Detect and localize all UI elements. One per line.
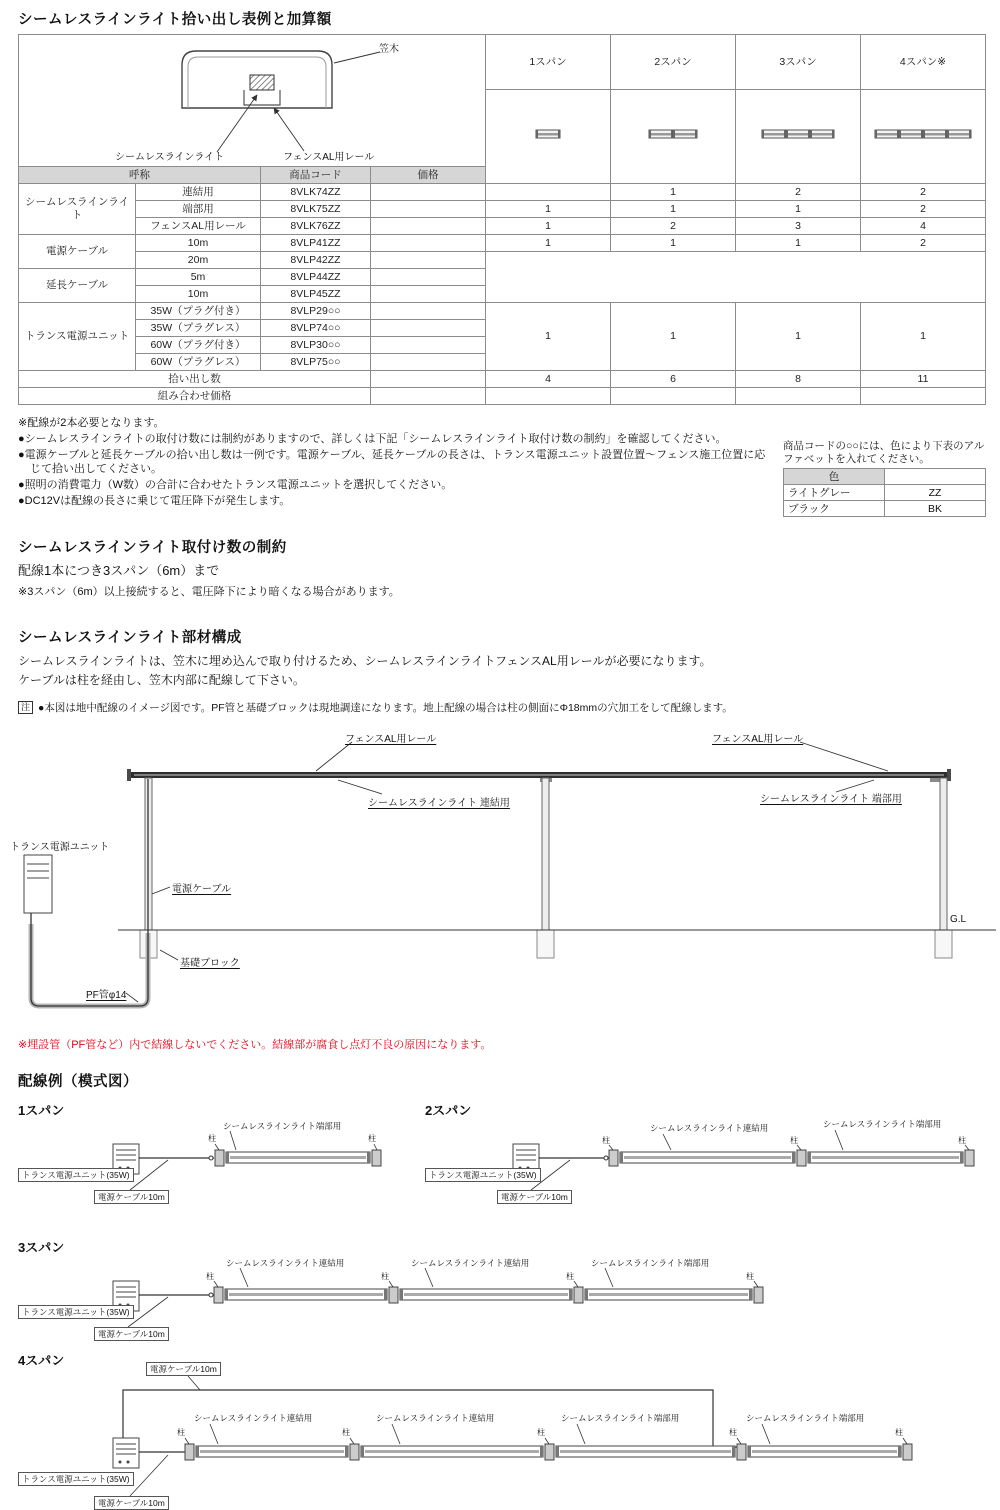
pf-pipe-label: PF管φ14: [86, 990, 127, 1001]
qty: 2: [611, 218, 736, 235]
item-price: [371, 388, 486, 405]
table-row: [19, 303, 986, 320]
qty: 1: [611, 184, 736, 201]
note-line: ●DC12Vは配線の長さに乗じて電圧降下が発生します。: [18, 495, 291, 507]
power-cable-label: 電源ケーブル10m: [94, 1496, 169, 1510]
composition-note: [18, 700, 733, 715]
item-price: [371, 286, 486, 303]
joint-light-label: シームレスラインライト連結用: [376, 1413, 495, 1423]
end-light-label: シームレスラインライト端部用: [561, 1413, 680, 1423]
post-label: 柱: [342, 1428, 350, 1437]
color-row: [784, 485, 986, 501]
qty: 4: [861, 218, 986, 235]
coping-cross-section-drawing: [22, 35, 483, 164]
item-name: 20m: [136, 252, 261, 269]
item-price: [371, 303, 486, 320]
qty: 1: [861, 303, 986, 371]
qty: 3: [736, 218, 861, 235]
color-code: ZZ: [885, 485, 986, 501]
item-code: 8VLP74○○: [261, 320, 371, 337]
table-row: [19, 184, 986, 201]
color-name: ブラック: [784, 501, 885, 517]
qty: 1: [736, 201, 861, 218]
table-row: [19, 218, 986, 235]
post-label: 柱: [177, 1428, 185, 1437]
note-mark: 注: [18, 701, 33, 714]
example-3span-title: 3スパン: [18, 1240, 65, 1255]
qty: 1: [486, 303, 611, 371]
item-price: [371, 354, 486, 371]
item-name: 10m: [136, 235, 261, 252]
item-code: 8VLP30○○: [261, 337, 371, 354]
item-price: [371, 269, 486, 286]
pickup-count-row: [19, 371, 986, 388]
post-label: 柱: [729, 1428, 737, 1437]
qty: 1: [611, 235, 736, 252]
example-3span: [18, 1235, 808, 1350]
span4-icon-cell: [861, 90, 986, 184]
qty: 2: [861, 184, 986, 201]
examples-heading: 配線例（模式図）: [18, 1074, 138, 1090]
item-name: 60W（プラグレス）: [136, 354, 261, 371]
end-light-label: シームレスラインライト端部用: [746, 1413, 865, 1423]
combo-price: [486, 388, 611, 405]
burial-warning: ※埋設管（PF管など）内で結線しないでください。結線部が腐食し点灯不良の原因になります。: [18, 1039, 492, 1051]
qty: 1: [486, 235, 611, 252]
combo-price: [736, 388, 861, 405]
item-name: 10m: [136, 286, 261, 303]
combo-price: [861, 388, 986, 405]
pickup-count-label: 拾い出し数: [19, 371, 371, 388]
qty: 1: [736, 235, 861, 252]
qty-blank-area: [486, 252, 986, 303]
post-label: 柱: [566, 1272, 574, 1281]
table-notes: [18, 416, 778, 510]
pickup-qty: 4: [486, 371, 611, 388]
rail-label-right: フェンスAL用レール: [712, 734, 804, 745]
transformer-label: トランス電源ユニット(35W): [18, 1472, 134, 1486]
span4-lightbar-icon: [863, 90, 984, 179]
example-2span-title: 2スパン: [425, 1103, 472, 1118]
group-power-cable: 電源ケーブル: [19, 235, 136, 269]
joint-light-label: シームレスラインライト連結用: [226, 1258, 345, 1268]
group-transformer: トランス電源ユニット: [19, 303, 136, 371]
col-header-span2: 2スパン: [611, 35, 736, 90]
note-line: ●シームレスラインライトの取付け数には制約がありますので、詳しくは下記「シームレスラインライト取付け数の制約」を確認してください。: [18, 433, 727, 445]
color-code-col-header: [885, 469, 986, 485]
item-code: 8VLK74ZZ: [261, 184, 371, 201]
post-label: 柱: [206, 1272, 214, 1281]
qty: 1: [736, 303, 861, 371]
post-label: 柱: [790, 1136, 798, 1145]
item-code: 8VLP29○○: [261, 303, 371, 320]
kasagi-label: 笠木: [379, 44, 399, 55]
span3-icon-cell: [736, 90, 861, 184]
span1-icon-cell: [486, 90, 611, 184]
pickup-qty: 8: [736, 371, 861, 388]
post-label: 柱: [958, 1136, 966, 1145]
item-name: フェンスAL用レール: [136, 218, 261, 235]
composition-line1: シームレスラインライトは、笠木に埋め込んで取り付けるため、シームレスラインライトフェンスAL用レールが必要になります。: [18, 654, 712, 668]
post-label: 柱: [368, 1134, 376, 1143]
power-cable-label: 電源ケーブル10m: [497, 1190, 572, 1204]
item-price: [371, 184, 486, 201]
pickup-qty: 11: [861, 371, 986, 388]
span1-lightbar-icon: [488, 90, 609, 179]
item-code: 8VLK76ZZ: [261, 218, 371, 235]
note-line: ●照明の消費電力（W数）の合計に合わせたトランス電源ユニットを選択してください。: [18, 479, 453, 491]
composition-heading: シームレスラインライト部材構成: [18, 630, 242, 646]
col-header-span1: 1スパン: [486, 35, 611, 90]
fence-diagram: [0, 722, 1000, 1034]
post-label: 柱: [381, 1272, 389, 1281]
foundation-label: 基礎ブロック: [180, 958, 240, 969]
item-price: [371, 371, 486, 388]
combo-price: [611, 388, 736, 405]
example-1span: [18, 1098, 418, 1213]
color-code-table: [783, 468, 986, 517]
item-name: 35W（プラグ付き）: [136, 303, 261, 320]
post-label: 柱: [602, 1136, 610, 1145]
item-code: 8VLP41ZZ: [261, 235, 371, 252]
span2-icon-cell: [611, 90, 736, 184]
color-row: [784, 501, 986, 517]
table-row: [19, 235, 986, 252]
note-line: ※配線が2本必要となります。: [18, 417, 165, 429]
transformer-label: トランス電源ユニット(35W): [18, 1305, 134, 1319]
example-1span-title: 1スパン: [18, 1103, 65, 1118]
pickup-table: [18, 34, 986, 405]
fence-section-drawing: [0, 722, 1000, 1034]
qty: [486, 184, 611, 201]
col-header-code: 商品コード: [261, 167, 371, 184]
post-label: 柱: [537, 1428, 545, 1437]
composition-line2: ケーブルは柱を経由し、笠木内部に配線して下さい。: [18, 673, 305, 687]
color-code-note: 商品コードの○○には、色により下表のアルファベットを入れてください。: [783, 440, 985, 465]
color-name: ライトグレー: [784, 485, 885, 501]
ground-level-label: G.L: [950, 914, 967, 925]
color-col-header: 色: [784, 469, 885, 485]
transformer-label: トランス電源ユニット(35W): [18, 1168, 134, 1182]
combo-price-row: [19, 388, 986, 405]
item-name: 5m: [136, 269, 261, 286]
qty: 2: [861, 201, 986, 218]
post-label: 柱: [746, 1272, 754, 1281]
item-name: 連結用: [136, 184, 261, 201]
item-price: [371, 252, 486, 269]
item-name: 60W（プラグ付き）: [136, 337, 261, 354]
qty: 2: [861, 235, 986, 252]
combo-price-label: 組み合わせ価格: [19, 388, 371, 405]
group-seamless-light: シームレスラインライト: [19, 184, 136, 235]
col-header-span4: 4スパン※: [861, 35, 986, 90]
note-line: ●電源ケーブルと延長ケーブルの拾い出し数は一例です。電源ケーブル、延長ケーブルの長さは、トランス電源ユニット設置位置～フェンス施工位置に応じて拾い出してください。: [18, 449, 766, 475]
coping-section-diagram-cell: [19, 35, 486, 167]
item-name: 端部用: [136, 201, 261, 218]
table-row: [19, 252, 986, 269]
table-row: [19, 201, 986, 218]
power-cable-label: 電源ケーブル10m: [94, 1190, 169, 1204]
item-price: [371, 337, 486, 354]
light-joint-label: シームレスラインライト 連結用: [368, 798, 510, 809]
item-price: [371, 201, 486, 218]
item-price: [371, 235, 486, 252]
color-code: BK: [885, 501, 986, 517]
post-label: 柱: [208, 1134, 216, 1143]
power-cable-label: 電源ケーブル10m: [146, 1362, 221, 1376]
col-header-name: 呼称: [19, 167, 261, 184]
post-label: 柱: [895, 1428, 903, 1437]
composition-note-text: ●本図は地中配線のイメージ図です。PF管と基礎ブロックは現地調達になります。地上配線の場合は柱の側面にΦ18mmの穴加工をして配線します。: [38, 702, 733, 714]
pickup-qty: 6: [611, 371, 736, 388]
transformer-label: トランス電源ユニット: [10, 842, 110, 853]
rail-label-left: フェンスAL用レール: [345, 734, 437, 745]
item-name: 35W（プラグレス）: [136, 320, 261, 337]
span3-lightbar-icon: [738, 90, 859, 179]
item-price: [371, 320, 486, 337]
power-cable-label: 電源ケーブル: [172, 884, 232, 895]
qty: 1: [611, 201, 736, 218]
end-light-label: シームレスラインライト端部用: [823, 1119, 942, 1129]
restriction-line1: 配線1本につき3スパン（6m）まで: [18, 563, 220, 578]
al-rail-label: フェンスAL用レール: [283, 152, 375, 163]
item-code: 8VLK75ZZ: [261, 201, 371, 218]
example-2span: [425, 1098, 990, 1213]
item-code: 8VLP44ZZ: [261, 269, 371, 286]
example-4span-title: 4スパン: [18, 1353, 65, 1368]
example-1span-drawing: [18, 1098, 418, 1213]
span2-lightbar-icon: [613, 90, 734, 179]
coping-diagram: [19, 35, 485, 166]
qty: 1: [486, 201, 611, 218]
end-light-label: シームレスラインライト端部用: [223, 1121, 342, 1131]
item-price: [371, 218, 486, 235]
transformer-label: トランス電源ユニット(35W): [425, 1168, 541, 1182]
restriction-heading: シームレスラインライト取付け数の制約: [18, 540, 287, 556]
item-code: 8VLP45ZZ: [261, 286, 371, 303]
example-4span: [18, 1350, 993, 1510]
qty: 1: [486, 218, 611, 235]
joint-light-label: シームレスラインライト連結用: [411, 1258, 530, 1268]
joint-light-label: シームレスラインライト連結用: [650, 1123, 769, 1133]
item-code: 8VLP42ZZ: [261, 252, 371, 269]
end-light-label: シームレスラインライト端部用: [591, 1258, 710, 1268]
power-cable-label: 電源ケーブル10m: [94, 1327, 169, 1341]
light-end-label: シームレスラインライト 端部用: [760, 794, 902, 805]
group-extension-cable: 延長ケーブル: [19, 269, 136, 303]
item-code: 8VLP75○○: [261, 354, 371, 371]
qty: 1: [611, 303, 736, 371]
seamless-light-label: シームレスラインライト: [115, 152, 225, 163]
restriction-line2: ※3スパン（6m）以上接続すると、電圧降下により暗くなる場合があります。: [18, 586, 400, 598]
page-title: シームレスラインライト拾い出し表例と加算額: [18, 12, 332, 28]
col-header-price: 価格: [371, 167, 486, 184]
col-header-span3: 3スパン: [736, 35, 861, 90]
joint-light-label: シームレスラインライト連結用: [194, 1413, 313, 1423]
qty: 2: [736, 184, 861, 201]
